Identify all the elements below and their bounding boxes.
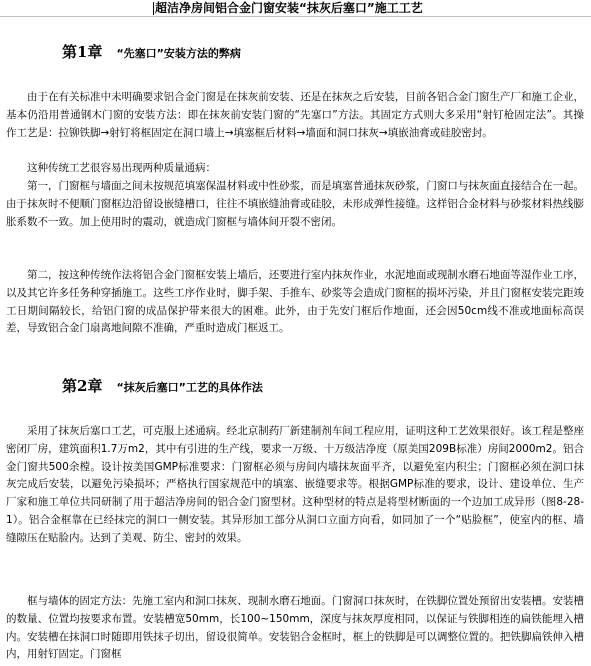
chapter-1-name: “先塞口”安装方法的弊病	[116, 47, 241, 60]
chapter-2-paragraph-1: 采用了抹灰后塞口工艺，可克服上述通病。经北京制药厂新建制剂车间工程应用，证明这种工艺效果很好。该工程是整座密闭厂房，建筑面积1.7万m2，其中有引进的生产线，要求一万级、十万级洁净度（原美国209B标准）房间2000m2。铝合金门窗共500余樘。设计按美国GMP标准要求：门窗框必须与房间内墙抹灰面平齐，以避免室内积尘；门窗框必须在洞口抹灰完成后安装，以避免污染损坏；严格执行国家规范中的填塞、嵌缝要求等。根据GMP标准的要求，设计、建设单位、生产厂家和施工单位共同研制了用于超洁净房间的铝合金门窗型材。这种型材的特点是将型材断面的一个边加工成异形（图8-28-1）。铝合金框靠在已经抹完的洞口一侧安装。其异形加工部分从洞口立面方向看，如同加了一个“贴脸框”，使室内的框、墙缝隙压在贴脸内。达到了美观、防尘、密封的效果。	[6, 425, 584, 544]
chapter-2-name: “抹灰后塞口”工艺的具体作法	[116, 381, 263, 394]
title-divider	[0, 16, 591, 17]
chapter-1-number: 第1章	[62, 43, 103, 61]
chapter-2-heading	[62, 378, 263, 396]
text-cursor	[153, 2, 154, 15]
chapter-2-paragraph-2: 框与墙体的固定方法：先施工室内和洞口抹灰、现制水磨石地面。门窗洞口抹灰时，在铁脚位置处预留出安装槽。安装槽的数量、位置均按要求布置。安装槽宽50mm，长100~150mm，深度与抹灰厚度相同，以保证与铁脚相连的扁铁能埋入槽内。安装槽在抹洞口时随即用铁抹子切出，留设很简单。安装铝合金框时，框上的铁脚是可以调整位置的。把铁脚扁铁伸入槽内，用射钉固定。门窗框	[6, 595, 584, 661]
chapter-1-paragraph-3: 第一，门窗框与墙面之间未按规范填塞保温材料或中性砂浆，而是填塞普通抹灰砂浆，门窗口与抹灰面直接结合在一起。由于抹灰时不便顺门窗框边沿留设嵌缝槽口，往往不填嵌缝油膏或硅胶，未形成弹性接缝。这样铝合金材料与砂浆材料热线膨胀系数不一致。加上使用时的震动，就造成门窗框与墙体间开裂不密闭。	[6, 180, 584, 228]
chapter-1-paragraph-1: 由于在有关标准中未明确要求铝合金门窗是在抹灰前安装、还是在抹灰之后安装，目前各铝合金门窗生产厂和施工企业，基本仍沿用普通钢木门窗的安装方法：即在抹灰前安装门窗的“先塞口”方法。其固定方式则大多采用“射钉枪固定法”。其操作工艺是：拉铆铁脚→射钉将框固定在洞口墙上→填塞框后材料→墙面和洞口抹灰→填嵌油膏或硅胶密封。	[6, 91, 584, 139]
chapter-1-paragraph-2: 这种传统工艺很容易出现两种质量通病：	[27, 162, 216, 174]
chapter-2-number: 第2章	[62, 377, 103, 395]
document-title: 超洁净房间铝合金门窗安装“抹灰后塞口”施工工艺	[155, 1, 423, 15]
chapter-1-heading	[62, 44, 241, 62]
chapter-1-paragraph-4: 第二，按这种传统作法将铝合金门窗框安装上墙后，还要进行室内抹灰作业，水泥地面或现制水磨石地面等湿作业工序，以及其它许多任务种穿插施工。这些工序作业时，脚手架、手推车、砂浆等会造成门窗框的损坏污染，并且门窗框安装完距竣工日期间隔较长，给铝门窗的成品保护带来很大的困难。此外，由于先安门框后作地面，还会因50cm线不准或地面标高误差，导致铝合金门扇离地间隙不准确，严重时造成门框返工。	[6, 269, 584, 335]
